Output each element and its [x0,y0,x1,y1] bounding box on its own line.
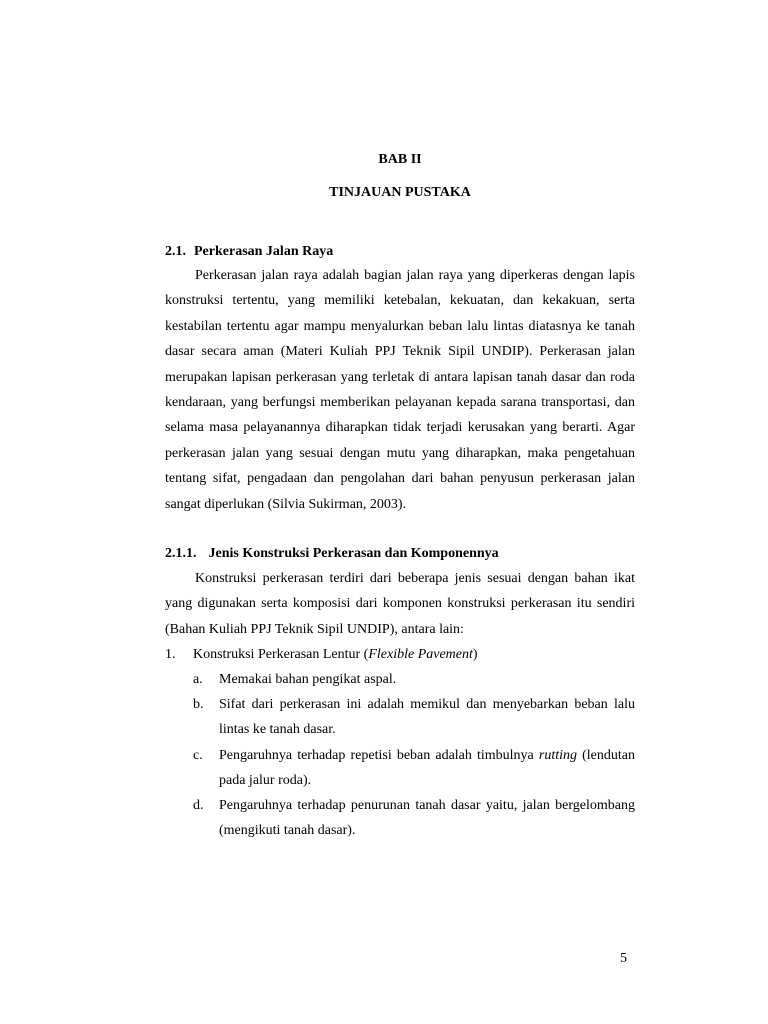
sub-marker-b: b. [193,697,204,712]
section-paragraph-2-1: Perkerasan jalan raya adalah bagian jalan raya yang diperkeras dengan lapis konstruksi tertentu, yang memiliki ketebalan, kekuatan, dan kekakuan, serta kestabilan tertentu agar mampu menyalurkan beban lalu lintas diatasnya ke tanah dasar secara aman (Materi Kuliah PPJ Teknik Sipil UNDIP). Perkerasan jalan merupakan lapisan perkerasan yang terletak di antara lapisan tanah dasar dan roda kendaraan, yang berfungsi memberikan pelayanan kepada sarana transportasi, dan selama masa pelayanannya diharapkan tidak terjadi kerusakan yang berarti. Agar perkerasan jalan yang sesuai dengan mutu yang diharapkan, maka pengetahuan tentang sifat, pengadaan dan pengolahan dari bahan penyusun perkerasan jalan sangat diperlukan (Silvia Sukirman, 2003). [165,268,635,512]
chapter-number: BAB II [378,152,422,167]
list-marker-1: 1. [165,647,176,662]
list-item-1 [193,642,478,667]
sub-item-b: Sifat dari perkerasan ini adalah memikul dan menyebarkan beban lalu lintas ke tanah dasar. [219,697,635,738]
list-item-1-text-end: ) [472,647,478,662]
section-heading-2-1 [165,243,333,261]
sub-marker-c: c. [193,748,203,763]
subsection-title: Jenis Konstruksi Perkerasan dan Komponennya [208,546,499,561]
subsection-number: 2.1.1. [165,546,197,561]
sub-item-c-text: Pengaruhnya terhadap repetisi beban adalah timbulnya [219,748,539,763]
chapter-title: TINJAUAN PUSTAKA [329,185,471,200]
section-heading-2-1-1 [165,545,499,563]
sub-marker-d: d. [193,798,204,813]
list-item-1-italic: Flexible Pavement [368,647,473,662]
section-title: Perkerasan Jalan Raya [194,244,334,259]
sub-item-c-text-end: (lendutan pada jalur roda). [219,748,635,789]
section-paragraph-2-1-1: Konstruksi perkerasan terdiri dari beberapa jenis sesuai dengan bahan ikat yang digunakan serta komposisi dari komponen konstruksi perkerasan itu sendiri (Bahan Kuliah PPJ Teknik Sipil UNDIP), antara lain: [165,571,635,637]
sub-item-c [219,743,635,794]
section-number: 2.1. [165,244,186,259]
list-item-1-text: Konstruksi Perkerasan Lentur ( [193,647,369,662]
sub-marker-a: a. [193,672,203,687]
sub-item-a: Memakai bahan pengikat aspal. [219,672,397,687]
sub-item-c-italic: rutting [538,748,578,763]
page-number: 5 [620,951,627,966]
sub-item-d: Pengaruhnya terhadap penurunan tanah dasar yaitu, jalan bergelombang (mengikuti tanah dasar). [219,798,635,839]
